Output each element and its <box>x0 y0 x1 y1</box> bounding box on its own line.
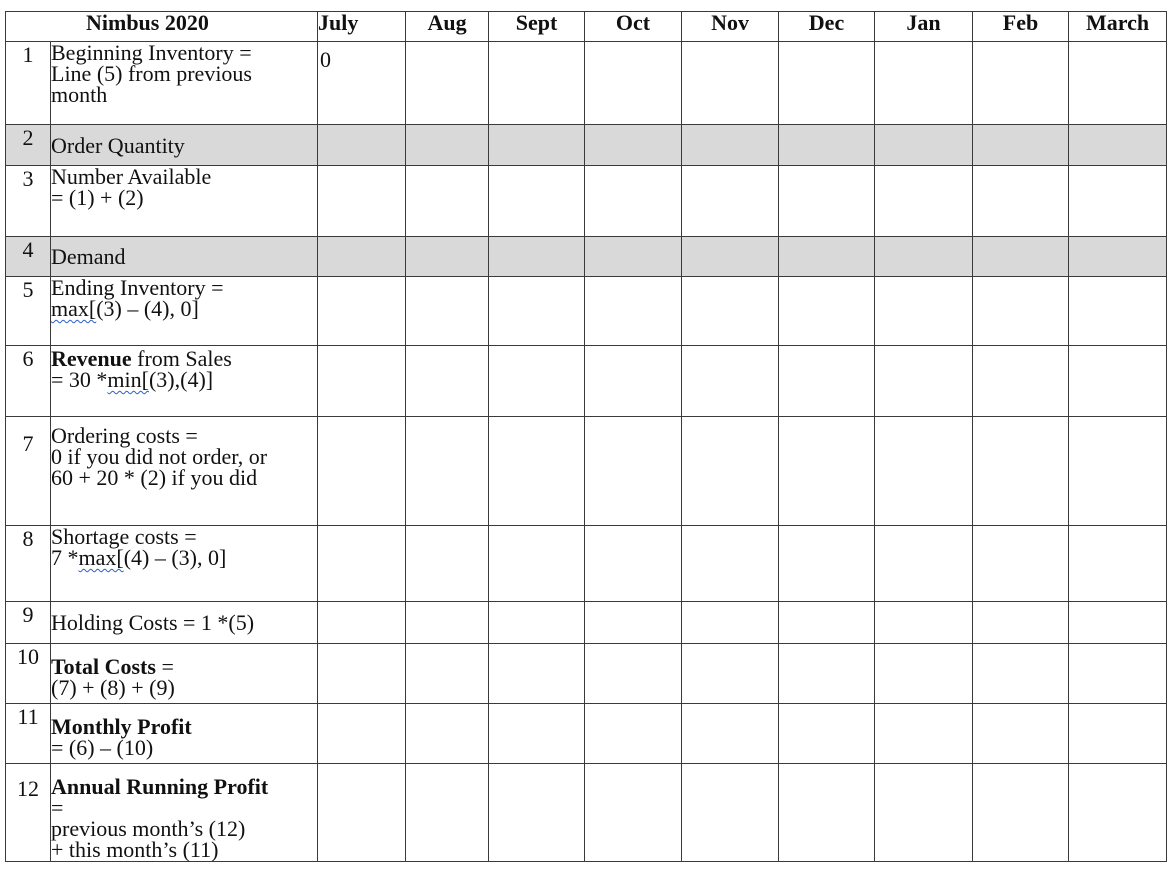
empty-cell[interactable] <box>1069 526 1167 602</box>
empty-cell[interactable] <box>973 704 1069 764</box>
empty-cell[interactable] <box>682 644 779 704</box>
empty-cell[interactable] <box>682 764 779 862</box>
empty-cell[interactable] <box>973 644 1069 704</box>
row-label-line: Order Quantity <box>51 132 185 158</box>
empty-cell[interactable] <box>1069 644 1167 704</box>
empty-cell[interactable] <box>406 704 489 764</box>
month-header: Sept <box>489 12 585 42</box>
empty-cell[interactable] <box>318 166 406 237</box>
row-label <box>51 277 318 346</box>
empty-cell[interactable] <box>682 277 779 346</box>
empty-cell[interactable] <box>489 237 585 277</box>
empty-cell[interactable] <box>779 417 875 526</box>
empty-cell[interactable] <box>585 764 682 862</box>
empty-cell[interactable] <box>779 125 875 166</box>
row-number: 9 <box>6 602 51 644</box>
empty-cell[interactable] <box>318 237 406 277</box>
empty-cell[interactable] <box>682 417 779 526</box>
empty-cell[interactable] <box>682 237 779 277</box>
empty-cell[interactable] <box>682 602 779 644</box>
empty-cell[interactable] <box>1069 764 1167 862</box>
empty-cell[interactable] <box>406 237 489 277</box>
row-label-line: previous month’s (12) <box>51 816 246 841</box>
empty-cell[interactable] <box>875 417 973 526</box>
empty-cell[interactable] <box>1069 417 1167 526</box>
empty-cell[interactable] <box>1069 166 1167 237</box>
month-header: Oct <box>585 12 682 42</box>
empty-cell[interactable] <box>406 125 489 166</box>
header-row <box>6 12 1167 42</box>
row-label-line: 60 + 20 * (2) if you did <box>51 465 258 490</box>
empty-cell[interactable] <box>875 125 973 166</box>
empty-cell[interactable] <box>875 346 973 417</box>
row-label-line: from Sales <box>131 346 232 371</box>
empty-cell[interactable] <box>1069 346 1167 417</box>
row-number: 3 <box>6 166 51 237</box>
row-label <box>51 602 318 644</box>
month-header: Aug <box>406 12 489 42</box>
row-label-line: Line (5) from previous <box>51 61 252 86</box>
empty-cell[interactable] <box>973 526 1069 602</box>
row-label <box>51 764 318 862</box>
empty-cell[interactable] <box>875 602 973 644</box>
empty-cell[interactable] <box>973 42 1069 125</box>
empty-cell[interactable] <box>875 166 973 237</box>
empty-cell[interactable] <box>682 166 779 237</box>
empty-cell[interactable] <box>779 704 875 764</box>
row-label-line: + this month’s (11) <box>51 837 219 862</box>
row-label-line: = 30 *min[(3),(4)] <box>51 367 214 392</box>
empty-cell[interactable] <box>318 277 406 346</box>
empty-cell[interactable] <box>875 704 973 764</box>
table-row <box>6 526 1167 602</box>
row-label-line: Beginning Inventory = <box>51 40 252 65</box>
row-number: 8 <box>6 526 51 602</box>
row-label <box>51 237 318 277</box>
month-header: March <box>1069 12 1167 42</box>
empty-cell[interactable] <box>489 644 585 704</box>
empty-cell[interactable] <box>973 125 1069 166</box>
july-value-cell[interactable] <box>318 42 406 125</box>
empty-cell[interactable] <box>1069 125 1167 166</box>
empty-cell[interactable] <box>682 125 779 166</box>
row-label-line: 0 if you did not order, or <box>51 444 268 469</box>
empty-cell[interactable] <box>585 277 682 346</box>
row-label-line: = (6) – (10) <box>51 735 154 760</box>
row-label-line: 7 *max[(4) – (3), 0] <box>51 545 227 570</box>
empty-cell[interactable] <box>875 237 973 277</box>
empty-cell[interactable] <box>973 277 1069 346</box>
empty-cell[interactable] <box>973 237 1069 277</box>
empty-cell[interactable] <box>489 602 585 644</box>
empty-cell[interactable] <box>779 42 875 125</box>
empty-cell[interactable] <box>779 346 875 417</box>
row-label-line: Number Available <box>51 164 212 189</box>
empty-cell[interactable] <box>779 602 875 644</box>
row-number: 4 <box>6 237 51 277</box>
empty-cell[interactable] <box>1069 602 1167 644</box>
empty-cell[interactable] <box>585 42 682 125</box>
table-title-header: Nimbus 2020 <box>6 12 318 42</box>
month-header: July <box>318 12 406 42</box>
row-number: 11 <box>6 704 51 764</box>
empty-cell[interactable] <box>406 602 489 644</box>
row-label <box>51 346 318 417</box>
empty-cell[interactable] <box>682 42 779 125</box>
empty-cell[interactable] <box>973 346 1069 417</box>
empty-cell[interactable] <box>489 166 585 237</box>
empty-cell[interactable] <box>585 346 682 417</box>
table-row <box>6 125 1167 166</box>
empty-cell[interactable] <box>318 764 406 862</box>
empty-cell[interactable] <box>489 704 585 764</box>
row-label <box>51 526 318 602</box>
row-label-bold: Revenue <box>51 346 132 371</box>
empty-cell[interactable] <box>973 764 1069 862</box>
table-row <box>6 644 1167 704</box>
empty-cell[interactable] <box>1069 704 1167 764</box>
empty-cell[interactable] <box>318 644 406 704</box>
empty-cell[interactable] <box>585 526 682 602</box>
row-number: 6 <box>6 346 51 417</box>
row-label <box>51 125 318 166</box>
empty-cell[interactable] <box>318 417 406 526</box>
row-number: 12 <box>6 764 51 862</box>
empty-cell[interactable] <box>585 644 682 704</box>
empty-cell[interactable] <box>779 277 875 346</box>
table-row <box>6 417 1167 526</box>
empty-cell[interactable] <box>489 277 585 346</box>
row-number: 7 <box>6 417 51 526</box>
empty-cell[interactable] <box>779 644 875 704</box>
empty-cell[interactable] <box>682 526 779 602</box>
month-header: Jan <box>875 12 973 42</box>
empty-cell[interactable] <box>489 417 585 526</box>
empty-cell[interactable] <box>585 125 682 166</box>
empty-cell[interactable] <box>779 166 875 237</box>
empty-cell[interactable] <box>875 42 973 125</box>
row-number: 1 <box>6 42 51 125</box>
empty-cell[interactable] <box>585 166 682 237</box>
row-label-line: Ordering costs = <box>51 423 198 448</box>
row-label-line: = <box>51 795 64 820</box>
row-number: 2 <box>6 125 51 166</box>
empty-cell[interactable] <box>779 237 875 277</box>
empty-cell[interactable] <box>779 764 875 862</box>
row-label-bold: Monthly Profit <box>51 714 192 739</box>
empty-cell[interactable] <box>489 526 585 602</box>
empty-cell[interactable] <box>779 526 875 602</box>
empty-cell[interactable] <box>682 346 779 417</box>
row-label-line: = <box>155 654 174 679</box>
empty-cell[interactable] <box>406 42 489 125</box>
table-row <box>6 237 1167 277</box>
empty-cell[interactable] <box>875 644 973 704</box>
table-row <box>6 602 1167 644</box>
empty-cell[interactable] <box>318 346 406 417</box>
row-label-line: = (1) + (2) <box>51 185 144 210</box>
row-number: 5 <box>6 277 51 346</box>
empty-cell[interactable] <box>406 644 489 704</box>
row-label <box>51 704 318 764</box>
row-label-line: (7) + (8) + (9) <box>51 675 175 700</box>
empty-cell[interactable] <box>406 526 489 602</box>
empty-cell[interactable] <box>875 764 973 862</box>
empty-cell[interactable] <box>318 125 406 166</box>
row-label-bold: Annual Running Profit <box>51 774 269 799</box>
empty-cell[interactable] <box>682 704 779 764</box>
row-label-line: max[(3) – (4), 0] <box>51 296 199 321</box>
beginning-inventory-value: 0 <box>320 47 332 72</box>
empty-cell[interactable] <box>875 526 973 602</box>
month-header: Nov <box>682 12 779 42</box>
empty-cell[interactable] <box>875 277 973 346</box>
empty-cell[interactable] <box>585 417 682 526</box>
table-row <box>6 277 1167 346</box>
empty-cell[interactable] <box>318 526 406 602</box>
row-label-line: Holding Costs = 1 *(5) <box>51 610 255 635</box>
row-number: 10 <box>6 644 51 704</box>
empty-cell[interactable] <box>406 277 489 346</box>
row-label <box>51 166 318 237</box>
row-label <box>51 417 318 526</box>
empty-cell[interactable] <box>973 602 1069 644</box>
month-header: Dec <box>779 12 875 42</box>
empty-cell[interactable] <box>406 166 489 237</box>
table-row <box>6 704 1167 764</box>
row-label-line: Ending Inventory = <box>51 275 224 300</box>
row-label-line: Demand <box>51 244 126 269</box>
empty-cell[interactable] <box>585 237 682 277</box>
empty-cell[interactable] <box>406 764 489 862</box>
empty-cell[interactable] <box>585 704 682 764</box>
nimbus-inventory-table <box>5 11 1167 862</box>
empty-cell[interactable] <box>406 346 489 417</box>
row-label-bold: Total Costs <box>51 654 156 679</box>
row-label-line: Shortage costs = <box>51 524 197 549</box>
row-label <box>51 42 318 125</box>
empty-cell[interactable] <box>585 602 682 644</box>
month-header: Feb <box>973 12 1069 42</box>
empty-cell[interactable] <box>489 125 585 166</box>
table-row <box>6 764 1167 862</box>
empty-cell[interactable] <box>489 346 585 417</box>
empty-cell[interactable] <box>406 417 489 526</box>
row-label <box>51 644 318 704</box>
empty-cell[interactable] <box>489 764 585 862</box>
empty-cell[interactable] <box>318 704 406 764</box>
table-row <box>6 166 1167 237</box>
empty-cell[interactable] <box>318 602 406 644</box>
empty-cell[interactable] <box>489 42 585 125</box>
empty-cell[interactable] <box>1069 237 1167 277</box>
empty-cell[interactable] <box>973 417 1069 526</box>
table-row <box>6 42 1167 125</box>
empty-cell[interactable] <box>1069 42 1167 125</box>
empty-cell[interactable] <box>973 166 1069 237</box>
empty-cell[interactable] <box>1069 277 1167 346</box>
table-row <box>6 346 1167 417</box>
row-label-line: month <box>51 82 108 107</box>
